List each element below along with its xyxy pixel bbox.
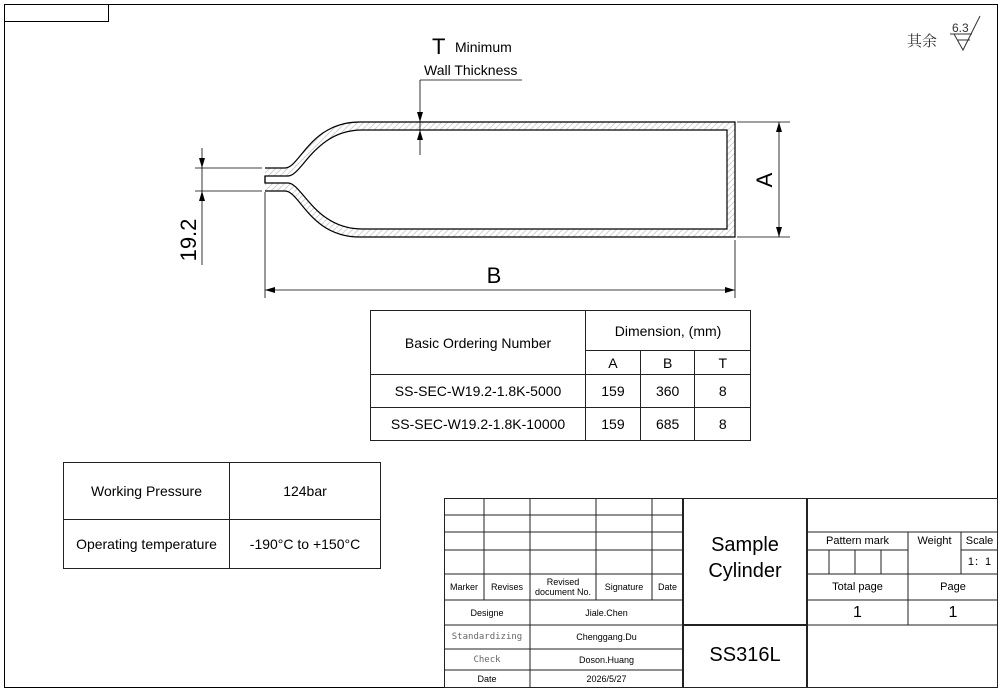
wall-t-label: T	[432, 34, 446, 59]
wall-thickness-label: Wall Thickness	[424, 62, 518, 78]
ordering-number-header: Basic Ordering Number	[371, 311, 586, 375]
weight-label: Weight	[917, 535, 952, 547]
value-b: 360	[640, 375, 695, 408]
roughness-value: 6.3	[952, 21, 969, 35]
operating-temperature-label: Operating temperature	[64, 520, 230, 569]
material-label: SS316L	[709, 644, 781, 666]
check-label: Check	[473, 654, 501, 665]
subheader-t: T	[695, 351, 751, 375]
dimension-header: Dimension, (mm)	[586, 311, 751, 351]
marker-header: Marker	[449, 582, 478, 592]
dim-b-label: B	[486, 263, 502, 288]
table-row	[64, 463, 381, 520]
pattern-mark-label: Pattern mark	[826, 535, 889, 547]
ordering-table	[370, 310, 751, 441]
standardizing-value: Chenggang.Du	[576, 632, 637, 642]
wall-minimum-label: Minimum	[455, 39, 512, 55]
working-pressure-value: 124bar	[230, 463, 381, 520]
check-value: Doson.Huang	[578, 654, 635, 665]
date-value: 2026/5/27	[586, 674, 627, 684]
scale-label: Scale	[965, 535, 994, 547]
table-row	[371, 375, 751, 408]
designe-value: Jiale.Chen	[585, 607, 628, 618]
value-t: 8	[695, 375, 751, 408]
revised-doc-header: Revised document No.	[534, 577, 592, 597]
standardizing-label: Standardizing	[451, 632, 523, 642]
working-pressure-label: Working Pressure	[64, 463, 230, 520]
value-t: 8	[695, 408, 751, 441]
subheader-a: A	[586, 351, 641, 375]
subheader-b: B	[640, 351, 695, 375]
page-label: Page	[940, 581, 966, 593]
table-row	[64, 520, 381, 569]
title-block	[444, 498, 998, 688]
cylinder-inner-wall	[265, 130, 727, 229]
drawing-title: Sample Cylinder	[708, 534, 782, 582]
table-row	[371, 408, 751, 441]
date-header: Date	[657, 582, 677, 592]
scale-value: 1：1	[967, 556, 992, 568]
total-page-label: Total page	[832, 581, 883, 593]
value-a: 159	[586, 375, 641, 408]
dim-a-label: A	[752, 172, 777, 188]
spec-table	[63, 462, 381, 569]
operating-temperature-value: -190°C to +150°C	[230, 520, 381, 569]
value-b: 685	[640, 408, 695, 441]
page-value: 1	[948, 603, 958, 621]
revises-header: Revises	[490, 582, 523, 592]
total-page-value: 1	[853, 603, 862, 621]
date-label: Date	[477, 674, 497, 684]
order-number: SS-SEC-W19.2-1.8K-10000	[371, 408, 586, 441]
value-a: 159	[586, 408, 641, 441]
designe-label: Designe	[470, 607, 504, 618]
signature-header: Signature	[604, 582, 644, 592]
roughness-text: 其余	[907, 33, 938, 50]
neck-dimension: 19.2	[176, 218, 201, 262]
order-number: SS-SEC-W19.2-1.8K-5000	[371, 375, 586, 408]
